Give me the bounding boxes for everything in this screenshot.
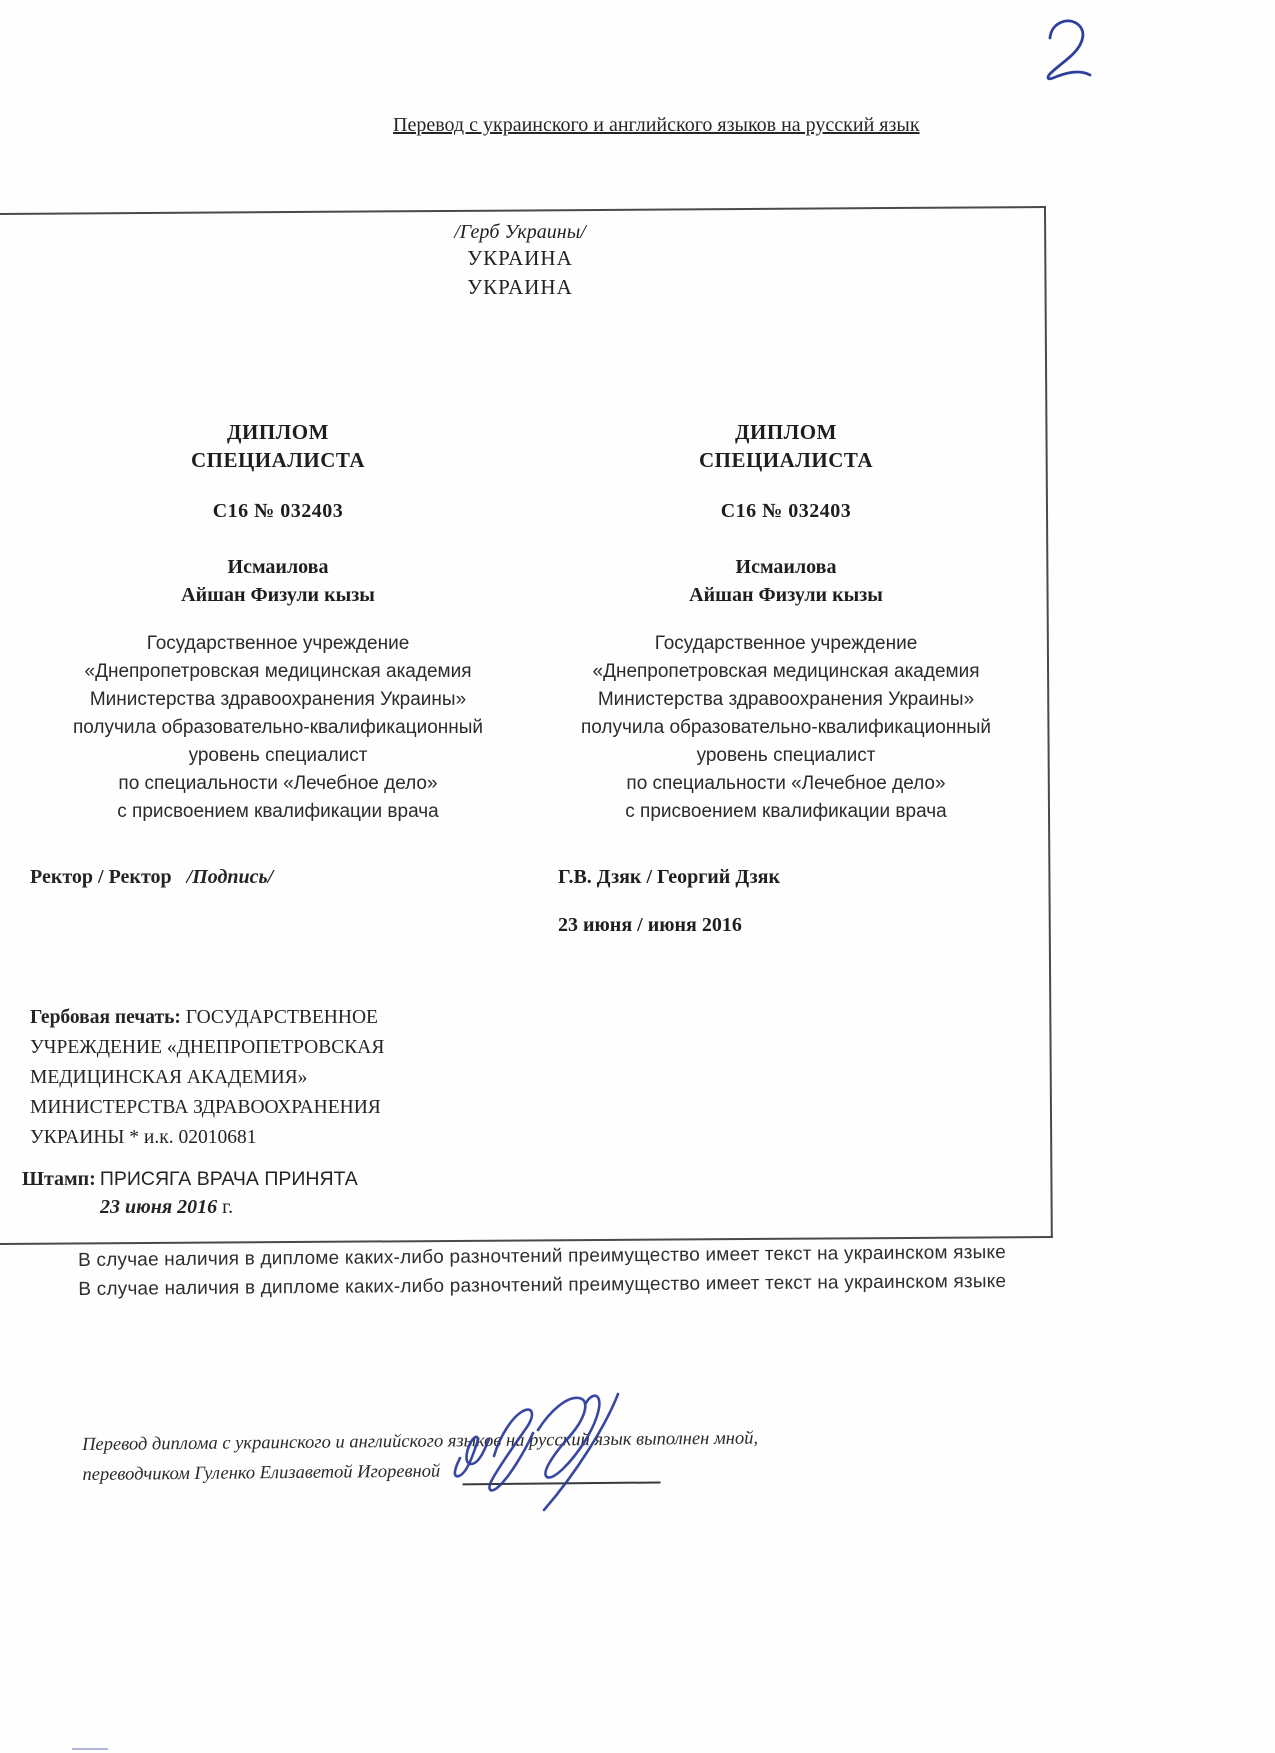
rector-signature-line: Ректор / Ректор /Подпись/ xyxy=(30,866,274,888)
bottom-edge-ink-mark xyxy=(72,1748,108,1750)
diploma-header xyxy=(0,221,1040,302)
stamp-date: 23 июня 2016 xyxy=(100,1196,218,1218)
handwritten-page-number-2 xyxy=(1038,14,1098,86)
stamp-label: Штамп: xyxy=(22,1168,96,1190)
document-title: Перевод с украинского и английского языков на русский язык xyxy=(393,114,920,136)
disclaimer-line: В случае наличия в дипломе каких-либо разночтений преимущество имеет текст на украинском языке xyxy=(78,1241,1007,1271)
stamp-description xyxy=(22,1168,358,1219)
seal-label: Гербовая печать: xyxy=(30,1007,181,1028)
issue-date: 23 июня / июня 2016 xyxy=(558,914,742,936)
diploma-heading: ДИПЛОМ СПЕЦИАЛИСТА xyxy=(190,420,366,472)
signature-placeholder-note: /Подпись/ xyxy=(186,866,274,888)
stamp-date-suffix: г. xyxy=(222,1196,234,1218)
translator-certification-note: Перевод диплома с украинского и английского языков на русский язык выполнен мной, переводчиком Гуленко Елизаветой Игоревной xyxy=(82,1428,759,1485)
diploma-serial-number: С16 № 032403 xyxy=(720,500,852,522)
stamp-text: ПРИСЯГА ВРАЧА ПРИНЯТА xyxy=(99,1168,358,1190)
translator-signature-handwriting xyxy=(448,1388,698,1523)
diploma-body-text: Государственное учреждение «Днепропетровская медицинская академия Министерства здравоохранения Украины» получила образовательно-квалификационный уровень специалист по специальности «Лечебное дело» с присвоением квалификации врача xyxy=(580,633,992,822)
language-precedence-disclaimer xyxy=(78,1239,1006,1304)
seal-description: Гербовая печать: ГОСУДАРСТВЕННОЕ УЧРЕЖДЕНИЕ «ДНЕПРОПЕТРОВСКАЯ МЕДИЦИНСКАЯ АКАДЕМИЯ» МИНИСТЕРСТВА ЗДРАВООХРАНЕНИЯ УКРАИНЫ * и.к. 02010681 xyxy=(30,1007,385,1148)
emblem-note: /Герб Украины/ xyxy=(454,221,586,243)
country-name-line1: УКРАИНА xyxy=(467,246,573,270)
diploma-holder-name: Исмаилова Айшан Физули кызы xyxy=(689,556,883,606)
diploma-holder-name: Исмаилова Айшан Физули кызы xyxy=(181,556,375,606)
diploma-body-text: Государственное учреждение «Днепропетровская медицинская академия Министерства здравоохранения Украины» получила образовательно-квалификационный уровень специалист по специальности «Лечебное дело» с присвоением квалификации врача xyxy=(72,633,484,822)
rector-name: Г.В. Дзяк / Георгий Дзяк xyxy=(558,866,780,888)
diploma-serial-number: С16 № 032403 xyxy=(212,500,344,522)
diploma-heading: ДИПЛОМ СПЕЦИАЛИСТА xyxy=(698,420,874,472)
country-name-line2: УКРАИНА xyxy=(467,275,573,299)
disclaimer-line: В случае наличия в дипломе каких-либо разночтений преимущество имеет текст на украинском языке xyxy=(78,1270,1007,1300)
